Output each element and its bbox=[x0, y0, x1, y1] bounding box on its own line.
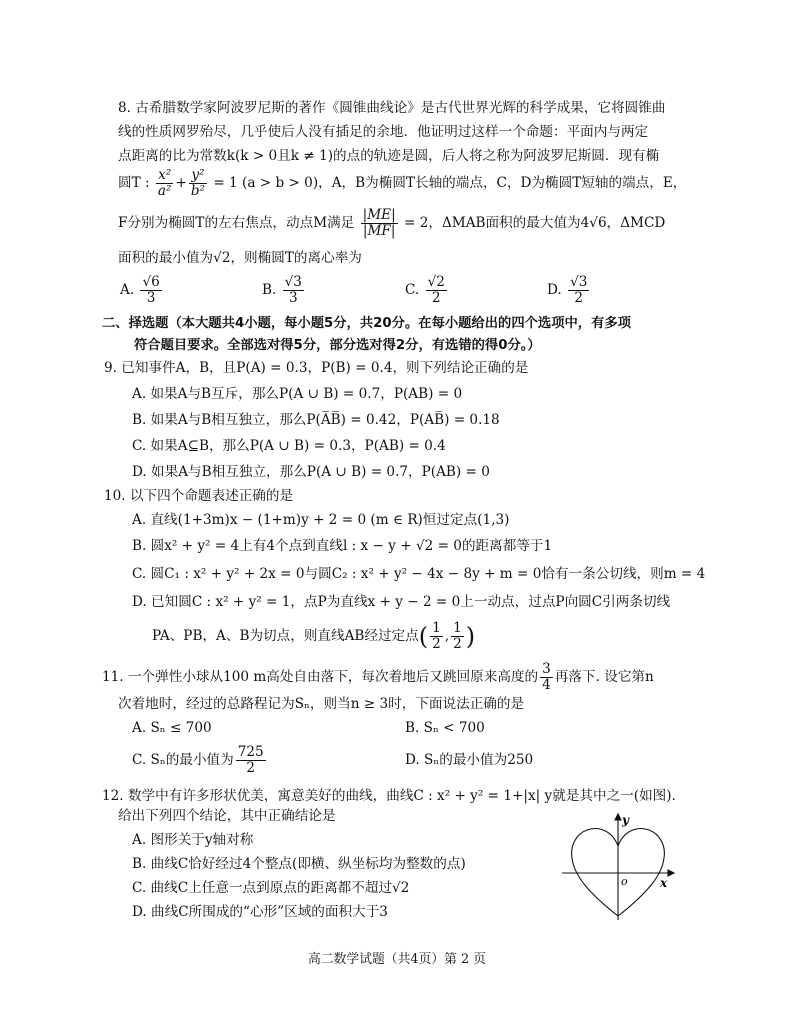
q10-option-d-line-2[interactable]: PA、PB，A、B为切点，则直线AB经过定点( $\frac{1}{2}$ , $\frac{1}{2}$ ) bbox=[152, 620, 476, 652]
q8-frac-x: $\frac{\text{x²}}{\text{a²}}$ bbox=[157, 167, 172, 199]
q8-line-3: 点距离的比为常数k(k > 0且k ≠ 1)的点的轨迹是圆，后人将之称为阿波罗尼斯圆．现有椭 bbox=[118, 148, 660, 164]
q8-option-b[interactable]: B. $\frac{√3}{3}$ bbox=[262, 274, 302, 306]
page-footer: 高二数学试题（共4页）第 2 页 bbox=[308, 952, 486, 967]
q8-line-1: 8. 古希腊数学家阿波罗尼斯的著作《圆锥曲线论》是古代世界光辉的科学成果，它将圆锥曲 bbox=[118, 100, 666, 116]
y-axis-arrow bbox=[615, 814, 621, 820]
q8-option-d[interactable]: D. $\frac{√3}{2}$ bbox=[547, 274, 588, 306]
q9-option-d[interactable]: D. 如果A与B相互独立，那么P(A ∪ B) = 0.7，P(AB) = 0 bbox=[132, 464, 490, 480]
q8-line-6: 面积的最小值为√2，则椭圆T的离心率为 bbox=[118, 250, 362, 266]
section2-heading-line-1: 二、择选题（本大题共4小题，每小题5分，共20分。在每小题给出的四个选项中，有多项 bbox=[102, 316, 631, 331]
q9-option-c[interactable]: C. 如果A⊆B，那么P(A ∪ B) = 0.3，P(AB) = 0.4 bbox=[132, 438, 446, 454]
q12-option-d[interactable]: D. 曲线C所围成的“心形”区域的面积大于3 bbox=[132, 904, 388, 920]
q10-option-c[interactable]: C. 圆C₁ : x² + y² + 2x = 0与圆C₂ : x² + y² − 4x − 8y + m = 0恰有一条公切线，则m = 4 bbox=[132, 566, 706, 582]
q8-line-2: 线的性质网罗殆尽，几乎使后人没有插足的余地．他证明过这样一个命题：平面内与两定 bbox=[118, 124, 649, 140]
q10-stem: 10. 以下四个命题表述正确的是 bbox=[104, 488, 294, 504]
q12-option-b[interactable]: B. 曲线C恰好经过4个整点(即横、纵坐标均为整数的点) bbox=[132, 856, 466, 872]
q8-ellipse-name: 圆T : bbox=[118, 175, 150, 191]
heart-curve-figure bbox=[560, 812, 676, 922]
q12-line-2: 给出下列四个结论，其中正确结论是 bbox=[118, 808, 336, 824]
y-axis-label: y bbox=[622, 813, 629, 827]
origin-label: o bbox=[621, 875, 628, 888]
q8-line-5: F分别为椭圆T的左右焦点，动点M满足 $\frac{|ME|}{|MF|}$ = 2，ΔMAB面积的最大值为4√6，ΔMCD bbox=[118, 207, 666, 239]
q10-option-a[interactable]: A. 直线(1+3m)x − (1+m)y + 2 = 0 (m ∈ R)恒过定点(1,3) bbox=[132, 512, 510, 528]
q8-option-c[interactable]: C. $\frac{√2}{2}$ bbox=[405, 274, 445, 306]
q11-option-b[interactable]: B. Sₙ < 700 bbox=[405, 720, 485, 736]
x-axis-arrow bbox=[668, 870, 674, 876]
q12-option-a[interactable]: A. 图形关于y轴对称 bbox=[132, 832, 254, 848]
section2-heading-line-2: 符合题目要求。全部选对得5分，部分选对得2分，有选错的得0分。） bbox=[134, 338, 541, 353]
q11-line-2: 次着地时，经过的总路程记为Sₙ，则当n ≥ 3时，下面说法正确的是 bbox=[118, 696, 525, 712]
q8-frac-y: $\frac{\text{y²}}{\text{b²}}$ bbox=[190, 167, 205, 199]
q9-option-b[interactable]: B. 如果A与B相互独立，那么P(A̅B̅) = 0.42，P(AB̅) = 0.18 bbox=[132, 412, 500, 428]
q11-option-a[interactable]: A. Sₙ ≤ 700 bbox=[132, 720, 212, 736]
q9-stem: 9. 已知事件A，B，且P(A) = 0.3，P(B) = 0.4，则下列结论正确的是 bbox=[104, 360, 529, 376]
q11-option-c[interactable]: C. Sₙ的最小值为 $\frac{725}{2}$ bbox=[132, 744, 264, 776]
q8-line-4: 圆T : $\frac{\text{x²}}{\text{a²}}$ + $\frac{\text{y²}}{\text{b²}}$ = 1 (a > b > 0)，A，B为椭圆T长轴的端点，C，D为椭圆T短轴的端点，E， bbox=[118, 167, 687, 199]
q11-line-1: 11. 一个弹性小球从100 m高处自由落下，每次着地后又跳回原来高度的 $\frac{3}{4}$ 再落下. 设它第n bbox=[102, 661, 654, 693]
q8-frac-me-mf: $\frac{|ME|}{|MF|}$ bbox=[362, 207, 396, 239]
x-axis-label: x bbox=[660, 876, 668, 890]
q11-option-d[interactable]: D. Sₙ的最小值为250 bbox=[405, 752, 534, 768]
q10-option-b[interactable]: B. 圆x² + y² = 4上有4个点到直线l : x − y + √2 = 0的距离都等于1 bbox=[132, 538, 553, 554]
q9-option-a[interactable]: A. 如果A与B互斥，那么P(A ∪ B) = 0.7，P(AB) = 0 bbox=[132, 386, 463, 402]
q8-option-a[interactable]: A. $\frac{√6}{3}$ bbox=[120, 274, 160, 306]
q12-line-1: 12. 数学中有许多形状优美，寓意美好的曲线，曲线C : x² + y² = 1+|x| y就是其中之一(如图). bbox=[102, 788, 676, 804]
q10-option-d-line-1[interactable]: D. 已知圆C : x² + y² = 1，点P为直线x + y − 2 = 0上一动点，过点P向圆C引两条切线 bbox=[132, 594, 671, 610]
q8-line-4-text: = 1 (a > b > 0)，A，B为椭圆T长轴的端点，C，D为椭圆T短轴的端点，E， bbox=[213, 175, 687, 191]
q12-option-c[interactable]: C. 曲线C上任意一点到原点的距离都不超过√2 bbox=[132, 880, 410, 896]
